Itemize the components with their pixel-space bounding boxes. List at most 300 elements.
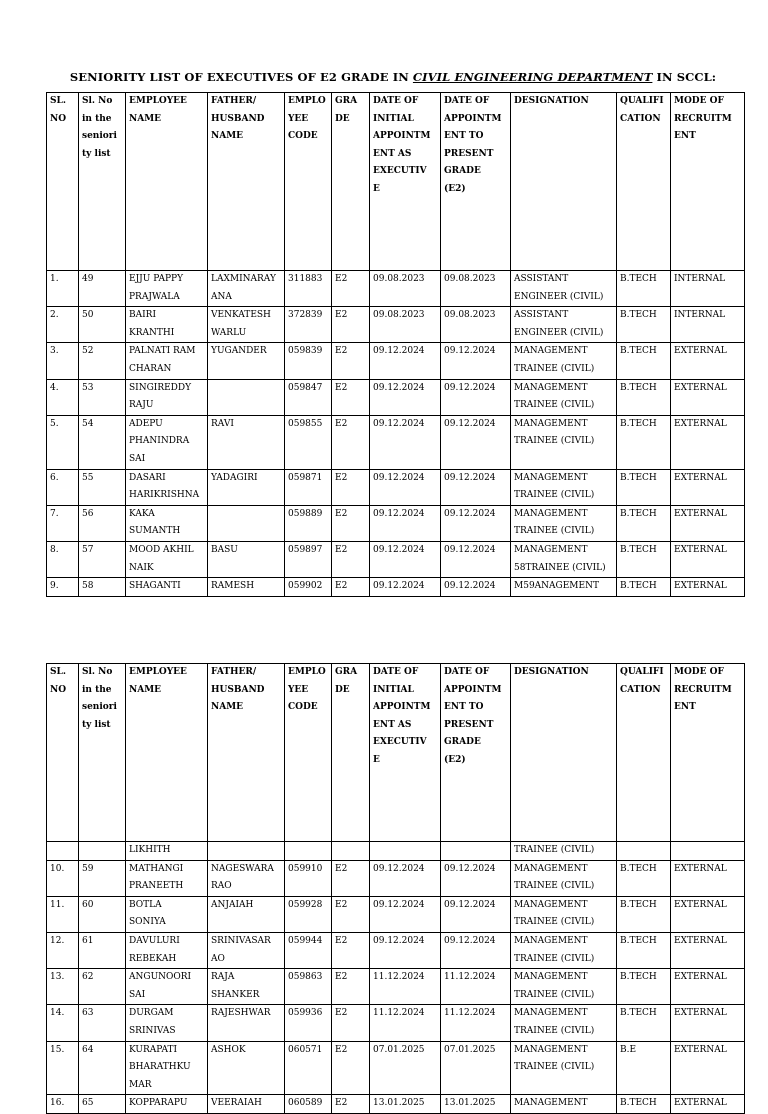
- cell-employee-name: [126, 860, 208, 896]
- cell-mode-of-recruitment: [671, 307, 745, 343]
- cell-text: GRADE: [444, 737, 481, 748]
- cell-text: VEERAIAH: [211, 1098, 262, 1109]
- cell-text: MANAGEMENT: [514, 508, 588, 519]
- header-employee-code: [285, 93, 332, 271]
- cell-qualification: [617, 1041, 671, 1095]
- cell-text: B.TECH: [620, 972, 657, 983]
- cell-text: SHAGANTI: [129, 581, 181, 592]
- cell-text: 09.12.2024: [444, 581, 496, 592]
- cell-qualification: [617, 271, 671, 307]
- cell-text: E2: [335, 418, 348, 429]
- cell-text: MANAGEMENT: [514, 972, 588, 983]
- cell-designation: [511, 860, 617, 896]
- cell-employee-name: [126, 379, 208, 415]
- table-2-body: [47, 842, 745, 1114]
- cell-text: 09.08.2023: [373, 310, 425, 321]
- cell-date-initial-appointment: [370, 932, 441, 968]
- cell-designation: [511, 842, 617, 861]
- cell-grade: [332, 896, 370, 932]
- cell-mode-of-recruitment: [671, 1041, 745, 1095]
- table-row: [47, 307, 745, 343]
- cell-date-present-grade: [441, 896, 511, 932]
- cell-text: 59: [82, 863, 94, 874]
- title-prefix: SENIORITY LIST OF EXECUTIVES OF E2 GRADE IN: [69, 70, 413, 84]
- cell-designation: [511, 896, 617, 932]
- cell-text: MOOD AKHIL: [129, 544, 194, 555]
- header-qualification: [617, 93, 671, 271]
- cell-text: BHARATHKU: [129, 1062, 191, 1073]
- cell-text: EXTERNAL: [674, 382, 727, 393]
- cell-text: NAME: [211, 131, 244, 142]
- cell-text: CHARAN: [129, 363, 172, 374]
- cell-text: Sl. No: [82, 96, 113, 106]
- cell-sl-no: [47, 415, 79, 469]
- cell-text: (E2): [444, 183, 466, 194]
- cell-text: 16.: [50, 1098, 65, 1109]
- cell-text: EXECUTIV: [373, 737, 427, 748]
- cell-date-present-grade: [441, 842, 511, 861]
- cell-text: 50: [82, 310, 94, 321]
- cell-date-present-grade: [441, 307, 511, 343]
- cell-seniority-no: [79, 541, 126, 577]
- cell-text: ASHOK: [211, 1044, 246, 1055]
- cell-date-present-grade: [441, 271, 511, 307]
- cell-text: 11.12.2024: [444, 972, 496, 983]
- cell-text: 059871: [288, 472, 323, 483]
- cell-text: MANAGEMENT: [514, 382, 588, 393]
- cell-date-initial-appointment: [370, 505, 441, 541]
- cell-text: SL.: [50, 667, 66, 677]
- cell-mode-of-recruitment: [671, 932, 745, 968]
- cell-text: 54: [82, 418, 94, 429]
- cell-text: INITIAL: [373, 113, 414, 124]
- cell-sl-no: [47, 505, 79, 541]
- cell-text: 372839: [288, 310, 323, 321]
- cell-sl-no: [47, 307, 79, 343]
- cell-text: in the: [82, 684, 112, 695]
- cell-employee-name: [126, 1005, 208, 1041]
- header-father-husband-name: [208, 664, 285, 842]
- table-row: [47, 343, 745, 379]
- cell-text: E2: [335, 544, 348, 555]
- seniority-table-2: [46, 663, 745, 1114]
- cell-date-present-grade: [441, 1095, 511, 1114]
- cell-text: TRAINEE (CIVIL): [514, 526, 595, 537]
- cell-grade: [332, 415, 370, 469]
- cell-text: SRINIVAS: [129, 1025, 176, 1036]
- cell-sl-no: [47, 1005, 79, 1041]
- cell-employee-code: [285, 842, 332, 861]
- cell-designation: [511, 379, 617, 415]
- cell-text: RAJU: [129, 400, 154, 411]
- seniority-table-1: [46, 92, 745, 597]
- cell-text: EXTERNAL: [674, 1008, 727, 1019]
- cell-employee-code: [285, 541, 332, 577]
- cell-text: 059847: [288, 382, 323, 393]
- cell-text: EXTERNAL: [674, 508, 727, 519]
- cell-text: 059902: [288, 581, 323, 592]
- cell-text: KAKA: [129, 508, 155, 519]
- cell-text: PRESENT: [444, 719, 494, 730]
- cell-text: MANAGEMENT: [514, 935, 588, 946]
- cell-text: B.TECH: [620, 935, 657, 946]
- cell-qualification: [617, 932, 671, 968]
- cell-text: 09.08.2023: [444, 310, 496, 321]
- cell-text: TRAINEE (CIVIL): [514, 881, 595, 892]
- cell-date-present-grade: [441, 415, 511, 469]
- cell-sl-no: [47, 1041, 79, 1095]
- cell-text: E2: [335, 1008, 348, 1019]
- cell-text: E2: [335, 972, 348, 983]
- cell-grade: [332, 860, 370, 896]
- cell-text: VENKATESH: [211, 310, 271, 321]
- cell-text: 09.12.2024: [444, 382, 496, 393]
- cell-text: APPOINTM: [444, 684, 502, 695]
- cell-text: DATE OF: [373, 96, 419, 106]
- cell-text: 9.: [50, 581, 59, 592]
- cell-text: MANAGEMENT: [514, 863, 588, 874]
- cell-sl-no: [47, 860, 79, 896]
- cell-text: 58: [82, 581, 94, 592]
- cell-text: 11.12.2024: [444, 1008, 496, 1019]
- cell-text: ENGINEER (CIVIL): [514, 291, 604, 302]
- header-qualification: [617, 664, 671, 842]
- cell-text: E2: [335, 1098, 348, 1109]
- cell-father-husband-name: [208, 469, 285, 505]
- cell-employee-code: [285, 1095, 332, 1114]
- table-row: [47, 1095, 745, 1114]
- cell-text: 63: [82, 1008, 94, 1019]
- header-mode-of-recruitment: [671, 664, 745, 842]
- cell-text: DURGAM: [129, 1008, 174, 1019]
- cell-text: EXTERNAL: [674, 1098, 727, 1109]
- cell-text: ty list: [82, 719, 111, 730]
- cell-date-present-grade: [441, 1041, 511, 1095]
- cell-father-husband-name: [208, 1005, 285, 1041]
- cell-text: 13.01.2025: [373, 1098, 425, 1109]
- cell-employee-name: [126, 505, 208, 541]
- cell-text: MATHANGI: [129, 863, 184, 874]
- cell-text: CODE: [288, 702, 318, 713]
- cell-date-present-grade: [441, 469, 511, 505]
- cell-text: 060589: [288, 1098, 323, 1109]
- cell-grade: [332, 343, 370, 379]
- table-row: [47, 379, 745, 415]
- cell-seniority-no: [79, 896, 126, 932]
- cell-employee-code: [285, 415, 332, 469]
- table-row: [47, 469, 745, 505]
- table-1-header: [47, 93, 745, 271]
- cell-text: E2: [335, 899, 348, 910]
- cell-text: PRESENT: [444, 148, 494, 159]
- cell-text: ANJAIAH: [211, 899, 254, 910]
- cell-text: B.TECH: [620, 310, 657, 321]
- cell-text: 53: [82, 382, 94, 393]
- cell-sl-no: [47, 896, 79, 932]
- cell-text: B.TECH: [620, 508, 657, 519]
- table-row: [47, 1005, 745, 1041]
- table-row: [47, 578, 745, 597]
- cell-text: KOPPARAPU: [129, 1098, 188, 1109]
- cell-text: 07.01.2025: [373, 1044, 425, 1055]
- cell-text: seniori: [82, 702, 117, 713]
- cell-designation: [511, 505, 617, 541]
- cell-mode-of-recruitment: [671, 541, 745, 577]
- table-1-body: [47, 271, 745, 597]
- cell-date-present-grade: [441, 379, 511, 415]
- cell-text: EXTERNAL: [674, 863, 727, 874]
- cell-employee-code: [285, 379, 332, 415]
- cell-grade: [332, 505, 370, 541]
- cell-text: E: [373, 183, 380, 194]
- cell-text: 09.12.2024: [373, 899, 425, 910]
- cell-date-initial-appointment: [370, 1041, 441, 1095]
- header-employee-code: [285, 664, 332, 842]
- cell-grade: [332, 379, 370, 415]
- cell-text: SHANKER: [211, 989, 260, 1000]
- table-row: [47, 541, 745, 577]
- cell-employee-code: [285, 896, 332, 932]
- cell-text: TRAINEE (CIVIL): [514, 953, 595, 964]
- cell-text: DESIGNATION: [514, 96, 589, 106]
- cell-text: Sl. No: [82, 667, 113, 677]
- cell-text: 55: [82, 472, 94, 483]
- cell-grade: [332, 1095, 370, 1114]
- cell-text: 059936: [288, 1008, 323, 1019]
- cell-designation: [511, 343, 617, 379]
- cell-grade: [332, 932, 370, 968]
- cell-text: 14.: [50, 1008, 65, 1019]
- cell-designation: [511, 969, 617, 1005]
- cell-seniority-no: [79, 343, 126, 379]
- cell-text: BOTLA: [129, 899, 162, 910]
- cell-date-initial-appointment: [370, 415, 441, 469]
- cell-text: SINGIREDDY: [129, 382, 192, 393]
- cell-qualification: [617, 415, 671, 469]
- cell-father-husband-name: [208, 932, 285, 968]
- cell-text: APPOINTM: [373, 131, 431, 142]
- cell-text: 64: [82, 1044, 94, 1055]
- cell-mode-of-recruitment: [671, 969, 745, 1005]
- cell-text: TRAINEE (CIVIL): [514, 989, 595, 1000]
- cell-employee-code: [285, 469, 332, 505]
- cell-text: ASSISTANT: [514, 274, 569, 284]
- cell-text: 09.12.2024: [373, 863, 425, 874]
- cell-grade: [332, 271, 370, 307]
- cell-text: EXTERNAL: [674, 346, 727, 357]
- cell-text: ENT: [674, 702, 696, 713]
- table-row: [47, 842, 745, 861]
- cell-text: 10.: [50, 863, 65, 874]
- cell-text: ANA: [211, 291, 232, 302]
- cell-text: 12.: [50, 935, 65, 946]
- cell-text: M59ANAGEMENT: [514, 581, 599, 592]
- cell-qualification: [617, 1095, 671, 1114]
- cell-text: B.TECH: [620, 472, 657, 483]
- cell-text: SAI: [129, 453, 146, 464]
- cell-text: SONIYA: [129, 917, 166, 928]
- cell-qualification: [617, 343, 671, 379]
- cell-text: (E2): [444, 754, 466, 765]
- cell-employee-code: [285, 932, 332, 968]
- cell-text: YEE: [288, 113, 309, 124]
- cell-date-initial-appointment: [370, 1005, 441, 1041]
- cell-text: DE: [335, 113, 350, 124]
- cell-text: TRAINEE (CIVIL): [514, 490, 595, 501]
- cell-text: SRINIVASAR: [211, 935, 271, 946]
- cell-designation: [511, 307, 617, 343]
- table-row: [47, 1041, 745, 1095]
- cell-text: 49: [82, 274, 94, 284]
- cell-text: 09.12.2024: [373, 508, 425, 519]
- cell-text: PRAJWALA: [129, 291, 180, 302]
- cell-date-initial-appointment: [370, 343, 441, 379]
- cell-text: MANAGEMENT: [514, 346, 588, 357]
- table-row: [47, 415, 745, 469]
- header-date-present-grade: [441, 664, 511, 842]
- cell-text: 65: [82, 1098, 94, 1109]
- cell-designation: [511, 415, 617, 469]
- cell-grade: [332, 969, 370, 1005]
- cell-employee-code: [285, 1041, 332, 1095]
- cell-date-initial-appointment: [370, 271, 441, 307]
- cell-text: YUGANDER: [211, 346, 267, 357]
- title-department: CIVIL ENGINEERING DEPARTMENT: [412, 70, 653, 84]
- cell-text: EMPLOYEE: [129, 96, 187, 106]
- cell-text: ENT: [674, 131, 696, 142]
- cell-text: 2.: [50, 310, 59, 321]
- cell-text: 7.: [50, 508, 59, 519]
- cell-designation: [511, 1041, 617, 1095]
- cell-text: 059839: [288, 346, 323, 357]
- table-row: [47, 896, 745, 932]
- cell-text: HUSBAND: [211, 684, 265, 695]
- cell-text: 11.: [50, 899, 65, 910]
- cell-grade: [332, 541, 370, 577]
- cell-employee-name: [126, 1041, 208, 1095]
- cell-text: DE: [335, 684, 350, 695]
- cell-text: YADAGIRI: [211, 472, 258, 483]
- cell-text: 07.01.2025: [444, 1044, 496, 1055]
- cell-text: 57: [82, 544, 94, 555]
- cell-text: E: [373, 754, 380, 765]
- cell-text: ENT AS: [373, 719, 412, 730]
- cell-text: MANAGEMENT: [514, 418, 588, 429]
- cell-text: EXTERNAL: [674, 972, 727, 983]
- cell-text: 09.12.2024: [373, 544, 425, 555]
- cell-text: NAME: [129, 684, 162, 695]
- cell-father-husband-name: [208, 379, 285, 415]
- cell-text: PALNATI RAM: [129, 346, 196, 357]
- cell-date-initial-appointment: [370, 842, 441, 861]
- cell-qualification: [617, 896, 671, 932]
- cell-qualification: [617, 578, 671, 597]
- cell-father-husband-name: [208, 1095, 285, 1114]
- cell-text: NAGESWARA: [211, 863, 274, 874]
- cell-father-husband-name: [208, 541, 285, 577]
- cell-text: 52: [82, 346, 94, 357]
- cell-text: 11.12.2024: [373, 1008, 425, 1019]
- header-designation: [511, 664, 617, 842]
- cell-text: CODE: [288, 131, 318, 142]
- cell-qualification: [617, 842, 671, 861]
- cell-father-husband-name: [208, 578, 285, 597]
- cell-qualification: [617, 860, 671, 896]
- cell-father-husband-name: [208, 505, 285, 541]
- cell-date-initial-appointment: [370, 860, 441, 896]
- cell-employee-name: [126, 415, 208, 469]
- cell-father-husband-name: [208, 271, 285, 307]
- cell-designation: [511, 541, 617, 577]
- cell-text: 059897: [288, 544, 323, 555]
- cell-text: 09.12.2024: [373, 581, 425, 592]
- cell-text: 09.12.2024: [444, 346, 496, 357]
- cell-text: EXTERNAL: [674, 581, 727, 592]
- cell-date-initial-appointment: [370, 969, 441, 1005]
- cell-text: MANAGEMENT: [514, 1098, 588, 1109]
- cell-text: ASSISTANT: [514, 310, 569, 321]
- cell-sl-no: [47, 578, 79, 597]
- cell-text: MANAGEMENT: [514, 472, 588, 483]
- cell-text: 059855: [288, 418, 323, 429]
- cell-date-initial-appointment: [370, 307, 441, 343]
- cell-text: WARLU: [211, 327, 247, 338]
- cell-seniority-no: [79, 860, 126, 896]
- cell-mode-of-recruitment: [671, 578, 745, 597]
- cell-text: MAR: [129, 1079, 152, 1090]
- cell-date-present-grade: [441, 505, 511, 541]
- cell-text: ENGINEER (CIVIL): [514, 327, 604, 338]
- cell-text: 13.: [50, 972, 65, 983]
- cell-text: DESIGNATION: [514, 667, 589, 677]
- cell-text: MANAGEMENT: [514, 899, 588, 910]
- cell-designation: [511, 932, 617, 968]
- cell-mode-of-recruitment: [671, 860, 745, 896]
- cell-text: DATE OF: [444, 96, 490, 106]
- cell-text: TRAINEE (CIVIL): [514, 363, 595, 374]
- cell-text: MANAGEMENT: [514, 544, 588, 555]
- cell-seniority-no: [79, 379, 126, 415]
- cell-text: NAIK: [129, 562, 154, 573]
- cell-employee-code: [285, 1005, 332, 1041]
- cell-text: 09.12.2024: [373, 935, 425, 946]
- cell-employee-name: [126, 541, 208, 577]
- header-father-husband-name: [208, 93, 285, 271]
- cell-text: 09.12.2024: [444, 544, 496, 555]
- cell-text: E2: [335, 310, 348, 321]
- cell-date-present-grade: [441, 860, 511, 896]
- cell-designation: [511, 578, 617, 597]
- cell-text: CATION: [620, 113, 661, 124]
- header-sl-no: [47, 93, 79, 271]
- cell-employee-name: [126, 271, 208, 307]
- cell-date-present-grade: [441, 541, 511, 577]
- header-row: [47, 664, 745, 842]
- cell-text: 09.12.2024: [444, 935, 496, 946]
- cell-designation: [511, 469, 617, 505]
- cell-date-initial-appointment: [370, 541, 441, 577]
- cell-seniority-no: [79, 307, 126, 343]
- header-row: [47, 93, 745, 271]
- cell-qualification: [617, 469, 671, 505]
- cell-text: YEE: [288, 684, 309, 695]
- cell-text: 11.12.2024: [373, 972, 425, 983]
- cell-sl-no: [47, 1095, 79, 1114]
- cell-mode-of-recruitment: [671, 469, 745, 505]
- cell-employee-code: [285, 969, 332, 1005]
- cell-text: APPOINTM: [444, 113, 502, 124]
- cell-grade: [332, 578, 370, 597]
